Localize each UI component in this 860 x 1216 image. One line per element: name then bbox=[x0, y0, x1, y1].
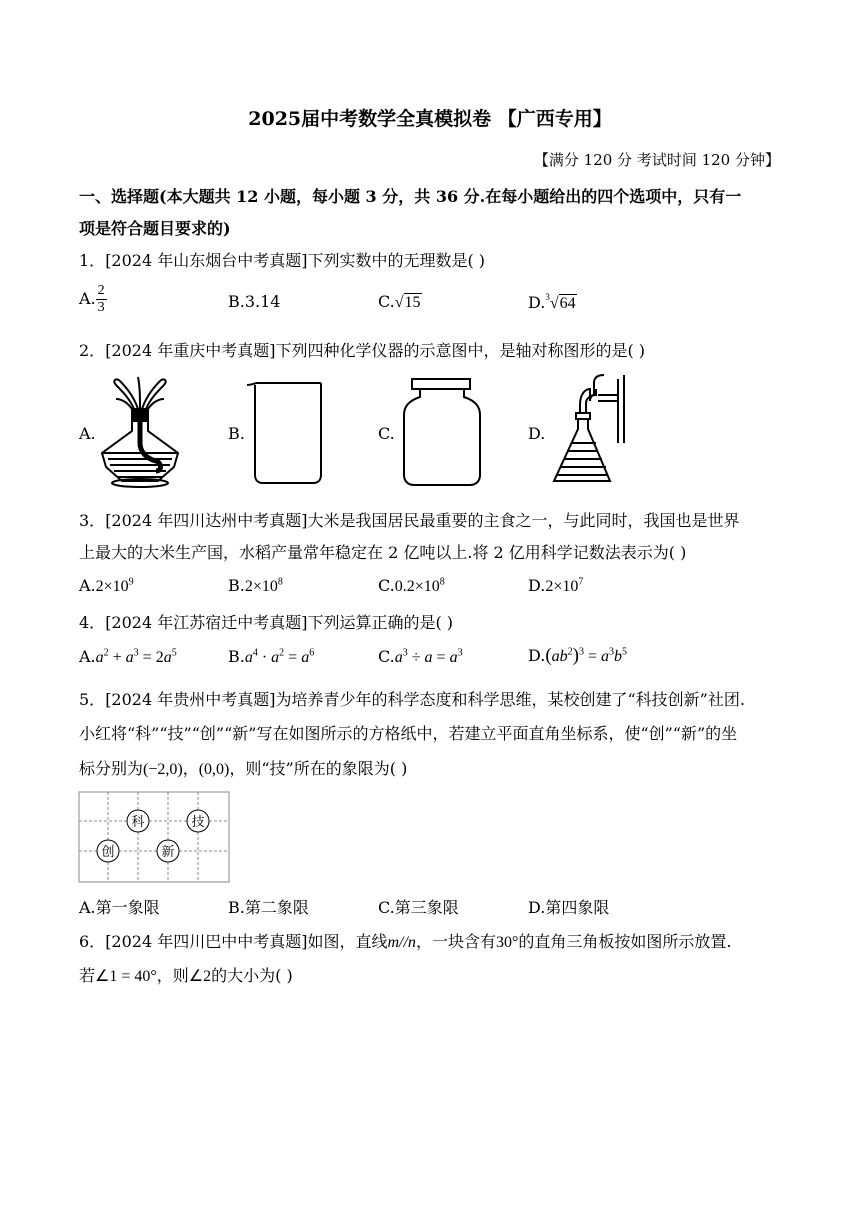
jar-figure bbox=[400, 377, 486, 487]
question-6-line2: 若∠1 = 40°，则∠2的大小为( ) bbox=[79, 966, 293, 985]
question-2: 2．[2024 年重庆中考真题]下列四种化学仪器的示意图中，是轴对称图形的是( ) bbox=[79, 341, 646, 360]
grid-char-xin: 新 bbox=[161, 845, 175, 860]
exam-info: 【满分 120 分 考试时间 120 分钟】 bbox=[533, 151, 780, 169]
question-3-line2: 上最大的大米生产国，水稻产量常年稳定在 2 亿吨以上.将 2 亿用科学记数法表示为( ) bbox=[79, 543, 687, 562]
q2-option-c-label: C. bbox=[378, 424, 395, 443]
grid-char-ke: 科 bbox=[131, 815, 145, 830]
q1-option-a: A. $\frac{2}{3}$ bbox=[79, 283, 105, 315]
beaker-figure bbox=[245, 381, 325, 485]
flask-figure bbox=[550, 373, 632, 491]
question-5: 5．[2024 年贵州中考真题]为培养青少年的科学态度和科学思维，某校创建了“科技创新”社团. bbox=[79, 690, 745, 709]
q5-option-a: A.第一象限 bbox=[79, 898, 160, 917]
coordinate: (−2,0) bbox=[143, 761, 183, 778]
q4-option-a: $A.a^2 + a^3 = 2a^5$ bbox=[79, 647, 177, 666]
parallel-lines: m//n bbox=[387, 934, 416, 951]
question-6: 6．[2024 年四川巴中中考真题]如图，直线m//n，一块含有30°的直角三角板按如图所示放置. bbox=[79, 932, 732, 951]
q1-option-d: D.$^3$√64 bbox=[528, 292, 576, 312]
q2-option-d-label: D. bbox=[528, 424, 546, 443]
question-text: [2024 年山东烟台中考真题]下列实数中的无理数是( ) bbox=[105, 251, 486, 270]
q1-option-b: B.3.14 bbox=[228, 292, 281, 311]
q5-option-b: B.第二象限 bbox=[228, 898, 309, 917]
q3-option-b: $B.2\times 10^8$ bbox=[228, 576, 283, 595]
q4-option-c: $C.a^3 \div a = a^3$ bbox=[378, 647, 463, 666]
q5-option-c: C.第三象限 bbox=[378, 898, 459, 917]
q3-option-c: $C.0.2\times 10^8$ bbox=[378, 576, 445, 595]
q2-option-b-label: B. bbox=[228, 424, 245, 443]
question-1 bbox=[79, 248, 485, 271]
grid-char-ji: 技 bbox=[191, 815, 205, 830]
grid-figure bbox=[78, 791, 230, 883]
q2-option-a-label: A. bbox=[79, 424, 96, 443]
section-heading-line2: 项是符合题目要求的) bbox=[79, 219, 231, 238]
fraction: $\frac{2}{3}$ bbox=[97, 283, 105, 315]
question-4: 4．[2024 年江苏宿迁中考真题]下列运算正确的是( ) bbox=[79, 613, 454, 632]
q3-option-d: $D.2\times 10^7$ bbox=[528, 576, 584, 595]
q1-option-c: C.√15 bbox=[378, 292, 421, 311]
question-5-line2: 小红将“科”“技”“创”“新”写在如图所示的方格纸中，若建立平面直角坐标系，使“创”“新”的坐 bbox=[79, 724, 738, 743]
q4-option-d: $D.(ab^2)^3 = a^3b^5$ bbox=[528, 645, 628, 666]
grid-char-chuang: 创 bbox=[101, 845, 115, 860]
section-heading-line1: 一、选择题(本大题共 12 小题，每小题 3 分，共 36 分.在每小题给出的四个选项中，只有一 bbox=[79, 187, 742, 206]
q3-option-a: $A.2\times 10^9$ bbox=[79, 576, 134, 595]
coordinate: (0,0) bbox=[198, 761, 230, 778]
q5-option-d: D.第四象限 bbox=[528, 898, 610, 917]
question-number: 1． bbox=[79, 251, 106, 270]
question-5-line3: 标分别为(−2,0)，(0,0)，则“技”所在的象限为( ) bbox=[79, 759, 408, 778]
page-title: 2025届中考数学全真模拟卷 【广西专用】 bbox=[248, 108, 612, 130]
q4-option-b: $B.a^4 \cdot a^2 = a^6$ bbox=[228, 647, 315, 666]
question-3: 3．[2024 年四川达州中考真题]大米是我国居民最重要的主食之一，与此同时，我国也是世界 bbox=[79, 511, 740, 530]
alcohol-lamp-figure bbox=[96, 373, 182, 491]
